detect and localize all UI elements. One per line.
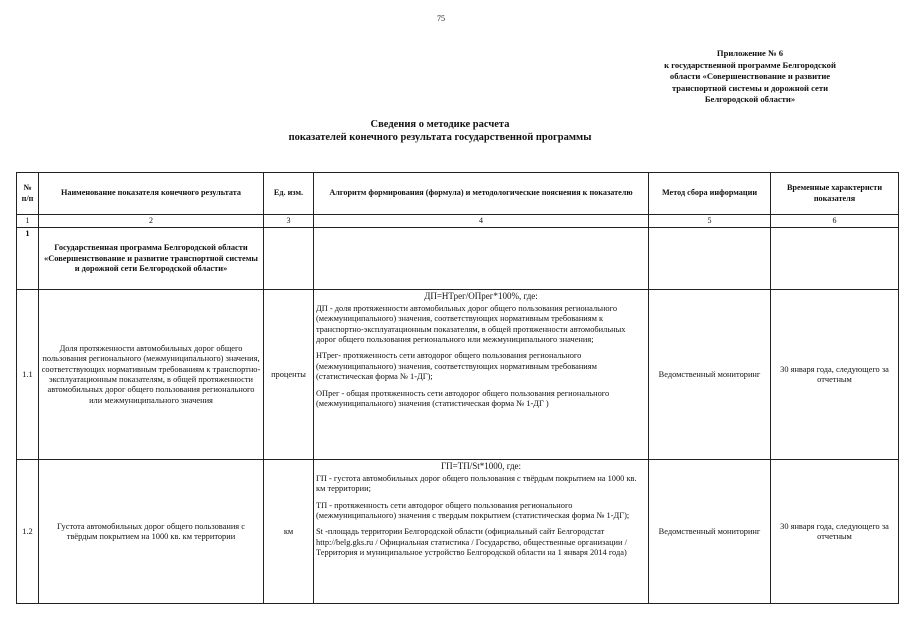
row-name: Государственная программа Белгородской области «Совершенствование и развитие транспортной системы и дорожной сети Белгородской области» <box>39 228 264 290</box>
explanation: St -площадь территории Белгородской области (официальный сайт Белгородстат http://belg.gks.ru / Официальная статистика / Государство, общественные организации / Территория и муниципальное устройство Белгородской области на 1 января 2014 года) <box>316 527 627 558</box>
header-name: Наименование показателя конечного результата <box>39 173 264 215</box>
methodics-table <box>16 172 899 604</box>
header-timing: Временные характеристи показателя <box>771 173 899 215</box>
row-timing: 30 января года, следующего за отчетным <box>771 290 899 460</box>
row-unit: проценты <box>264 290 314 460</box>
explanation: ТП - протяженность сети автодорог общего пользования регионального (межмуниципального) значения с твердым покрытием (статистическая форма № 1-ДГ); <box>316 500 630 521</box>
column-number-row <box>17 215 899 228</box>
row-timing: 30 января года, следующего за отчетным <box>771 460 899 604</box>
table-row <box>17 228 899 290</box>
table-row <box>17 290 899 460</box>
row-algorithm <box>314 228 649 290</box>
row-method: Ведомственный мониторинг <box>649 460 771 604</box>
explanation: НТрег- протяженность сети автодорог общего пользования регионального (межмуниципального) значения, соответствующих нормативным требованиям (статистическая форма № 1-ДГ); <box>316 351 597 382</box>
appendix-line: Белгородской области» <box>704 94 796 104</box>
explanation: ОПрег - общая протяженность сети автодорог общего пользования регионального (межмуниципального) значения (статистическая форма № 1-ДГ ) <box>316 388 610 409</box>
explanation: ДП - доля протяженности автомобильных дорог общего пользования регионального (межмуниципального) значения, соответствующих нормативным требованиям к транспортно-эксплуатационным показателям, в общей протяженности автомобильных дорог общего пользования регионального или межмуниципального значения; <box>316 303 626 345</box>
explanation: ГП - густота автомобильных дорог общего пользования с твёрдым покрытием на 1000 кв. км территории; <box>316 473 637 494</box>
row-unit: км <box>264 460 314 604</box>
row-unit <box>264 228 314 290</box>
title-line-2: показателей конечного результата государственной программы <box>288 132 592 143</box>
column-number: 4 <box>314 215 649 228</box>
appendix-line: Приложение № 6 <box>716 48 784 58</box>
table-row <box>17 460 899 604</box>
header-unit: Ед. изм. <box>264 173 314 215</box>
document-title <box>220 118 660 144</box>
header-num: № п/п <box>17 173 39 215</box>
column-number: 5 <box>649 215 771 228</box>
column-number: 1 <box>17 215 39 228</box>
row-num: 1.2 <box>17 460 39 604</box>
row-name: Густота автомобильных дорог общего пользования с твёрдым покрытием на 1000 кв. км территории <box>39 460 264 604</box>
row-timing <box>771 228 899 290</box>
appendix-line: к государственной программе Белгородской <box>664 59 836 70</box>
row-algorithm <box>314 290 649 460</box>
title-line-1: Сведения о методике расчета <box>370 119 510 130</box>
column-number: 6 <box>771 215 899 228</box>
column-number: 2 <box>39 215 264 228</box>
appendix-line: области «Совершенствование и развитие <box>669 71 831 81</box>
header-method: Метод сбора информации <box>649 173 771 215</box>
appendix-header <box>600 48 900 106</box>
formula: ГП=ТП/St*1000, где: <box>440 461 522 472</box>
header-algorithm: Алгоритм формирования (формула) и методологические пояснения к показателю <box>314 173 649 215</box>
formula: ДП=НТрег/ОПрег*100%, где: <box>424 291 538 302</box>
row-algorithm <box>314 460 649 604</box>
row-name: Доля протяженности автомобильных дорог общего пользования регионального (межмуниципального) значения, соответствующих нормативным требованиям к транспортно-эксплуатационным показателям, в общей протяженности автомобильных дорог общего пользования регионального или межмуниципального значения <box>39 290 264 460</box>
table-header-row <box>17 173 899 215</box>
column-number: 3 <box>264 215 314 228</box>
row-method: Ведомственный мониторинг <box>649 290 771 460</box>
row-num: 1.1 <box>17 290 39 460</box>
appendix-line: транспортной системы и дорожной сети <box>671 82 829 93</box>
page-number: 75 <box>437 14 445 23</box>
row-num: 1 <box>17 228 39 290</box>
row-method <box>649 228 771 290</box>
